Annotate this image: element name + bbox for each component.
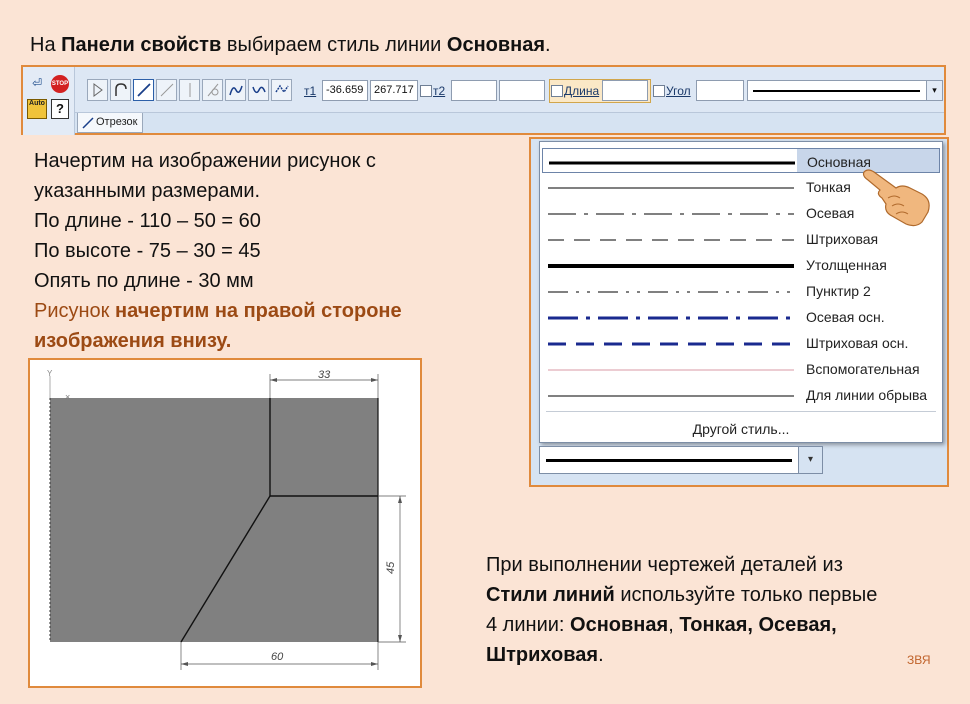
svg-text:×: × bbox=[65, 392, 71, 402]
tool-perpendicular-icon[interactable] bbox=[179, 79, 200, 101]
note-line: Штриховая. bbox=[486, 644, 604, 666]
style-option-label: Тонкая bbox=[806, 179, 851, 195]
emphasis-line: изображения внизу. bbox=[34, 330, 232, 352]
tool-point-icon[interactable] bbox=[87, 79, 108, 101]
style-option-thick[interactable] bbox=[542, 252, 940, 277]
instruction-line: По высоте - 75 – 30 = 45 bbox=[34, 240, 261, 262]
chevron-down-icon[interactable]: ▾ bbox=[798, 447, 822, 473]
line-style-preview bbox=[753, 90, 920, 92]
style-option-dashed-main[interactable] bbox=[542, 330, 940, 355]
instruction-line: Начертим на изображении рисунок с bbox=[34, 150, 376, 172]
instruction-line: Опять по длине - 30 мм bbox=[34, 270, 254, 292]
style-option-label: Вспомогательная bbox=[806, 361, 920, 377]
tab-segment-label: Отрезок bbox=[96, 116, 138, 128]
y-axis-label: Y bbox=[47, 369, 53, 378]
instruction-line: По длине - 110 – 50 = 60 bbox=[34, 210, 261, 232]
style-option-label: Пунктир 2 bbox=[806, 283, 871, 299]
line-sample bbox=[548, 342, 794, 346]
angle-field[interactable] bbox=[696, 80, 744, 101]
angle-checkbox[interactable] bbox=[653, 85, 665, 97]
dimension-bottom: 60 bbox=[271, 651, 284, 663]
shape-drawing bbox=[30, 360, 420, 686]
style-option-auxiliary[interactable] bbox=[542, 356, 940, 381]
style-option-break-line[interactable] bbox=[542, 382, 940, 407]
style-option-axial-main[interactable] bbox=[542, 304, 940, 329]
tool-polyline-icon[interactable] bbox=[248, 79, 269, 101]
line-sample bbox=[548, 394, 794, 398]
tool-spline-icon[interactable] bbox=[271, 79, 292, 101]
style-option-label: Осевая осн. bbox=[806, 309, 885, 325]
pointing-hand-icon bbox=[862, 164, 934, 230]
style-option-label: Для линии обрыва bbox=[806, 387, 928, 403]
t1-x-field[interactable]: -36.659 bbox=[322, 80, 368, 101]
filled-shape bbox=[50, 398, 378, 642]
tab-segment[interactable] bbox=[77, 113, 143, 133]
other-style-option[interactable]: Другой стиль... bbox=[692, 421, 790, 437]
t2-checkbox[interactable] bbox=[420, 85, 432, 97]
dropdown-divider bbox=[546, 411, 936, 412]
emphasis-line: Рисунок начертим на правой стороне bbox=[34, 300, 402, 322]
t1-y-field[interactable]: 267.717 bbox=[370, 80, 418, 101]
author-signature: ЗВЯ bbox=[907, 653, 931, 667]
toolbar-control-column bbox=[23, 67, 75, 135]
note-line: Стили линий используйте только первые bbox=[486, 584, 878, 606]
tool-segment-icon[interactable] bbox=[133, 79, 154, 101]
t2-y-field[interactable] bbox=[499, 80, 545, 101]
page-heading: На Панели свойств выбираем стиль линии Основная. bbox=[30, 34, 551, 56]
line-sample bbox=[548, 368, 794, 372]
instruction-line: указанными размерами. bbox=[34, 180, 261, 202]
line-style-panel bbox=[529, 137, 949, 487]
style-option-label: Основная bbox=[807, 154, 871, 170]
properties-panel bbox=[21, 65, 946, 135]
drawing-canvas bbox=[28, 358, 422, 688]
dimension-top: 33 bbox=[318, 369, 331, 381]
note-text bbox=[486, 550, 946, 670]
tool-arc-icon[interactable] bbox=[110, 79, 131, 101]
line-sample bbox=[548, 186, 794, 190]
note-line: При выполнении чертежей деталей из bbox=[486, 554, 843, 576]
help-button[interactable]: ? bbox=[51, 99, 69, 119]
length-field[interactable] bbox=[602, 80, 648, 101]
dimension-right: 45 bbox=[385, 561, 397, 574]
tool-parallel-icon[interactable] bbox=[156, 79, 177, 101]
angle-label: Угол bbox=[666, 84, 691, 98]
line-sample bbox=[548, 264, 794, 268]
line-sample bbox=[548, 316, 794, 320]
line-sample bbox=[548, 238, 794, 242]
t1-label: т1 bbox=[304, 84, 317, 98]
segment-tools-group bbox=[87, 79, 292, 103]
line-style-preview bbox=[546, 459, 792, 462]
line-style-dropdown-list bbox=[539, 141, 943, 443]
style-option-label: Штриховая bbox=[806, 231, 879, 247]
line-sample bbox=[549, 161, 795, 165]
t2-label: т2 bbox=[433, 84, 446, 98]
style-option-label: Осевая bbox=[806, 205, 855, 221]
line-sample bbox=[548, 290, 794, 294]
create-object-button[interactable]: ⏎ bbox=[31, 76, 43, 90]
line-sample bbox=[548, 212, 794, 216]
line-style-combobox[interactable] bbox=[539, 446, 823, 474]
t2-x-field[interactable] bbox=[451, 80, 497, 101]
tool-tangent-icon[interactable] bbox=[202, 79, 223, 101]
style-option-dotted2[interactable] bbox=[542, 278, 940, 303]
line-style-select[interactable] bbox=[747, 80, 943, 101]
style-option-label: Штриховая осн. bbox=[806, 335, 909, 351]
length-checkbox[interactable] bbox=[551, 85, 563, 97]
tool-curve-icon[interactable] bbox=[225, 79, 246, 101]
segment-tab-icon bbox=[82, 117, 94, 129]
length-label: Длина bbox=[564, 84, 600, 98]
chevron-down-icon[interactable]: ▾ bbox=[926, 81, 942, 100]
note-line: 4 линии: Основная, Тонкая, Осевая, bbox=[486, 614, 837, 636]
auto-create-button[interactable]: Auto bbox=[27, 99, 47, 119]
stop-button[interactable]: STOP bbox=[51, 75, 69, 93]
style-option-label: Утолщенная bbox=[806, 257, 887, 273]
instructions-text bbox=[34, 146, 504, 356]
